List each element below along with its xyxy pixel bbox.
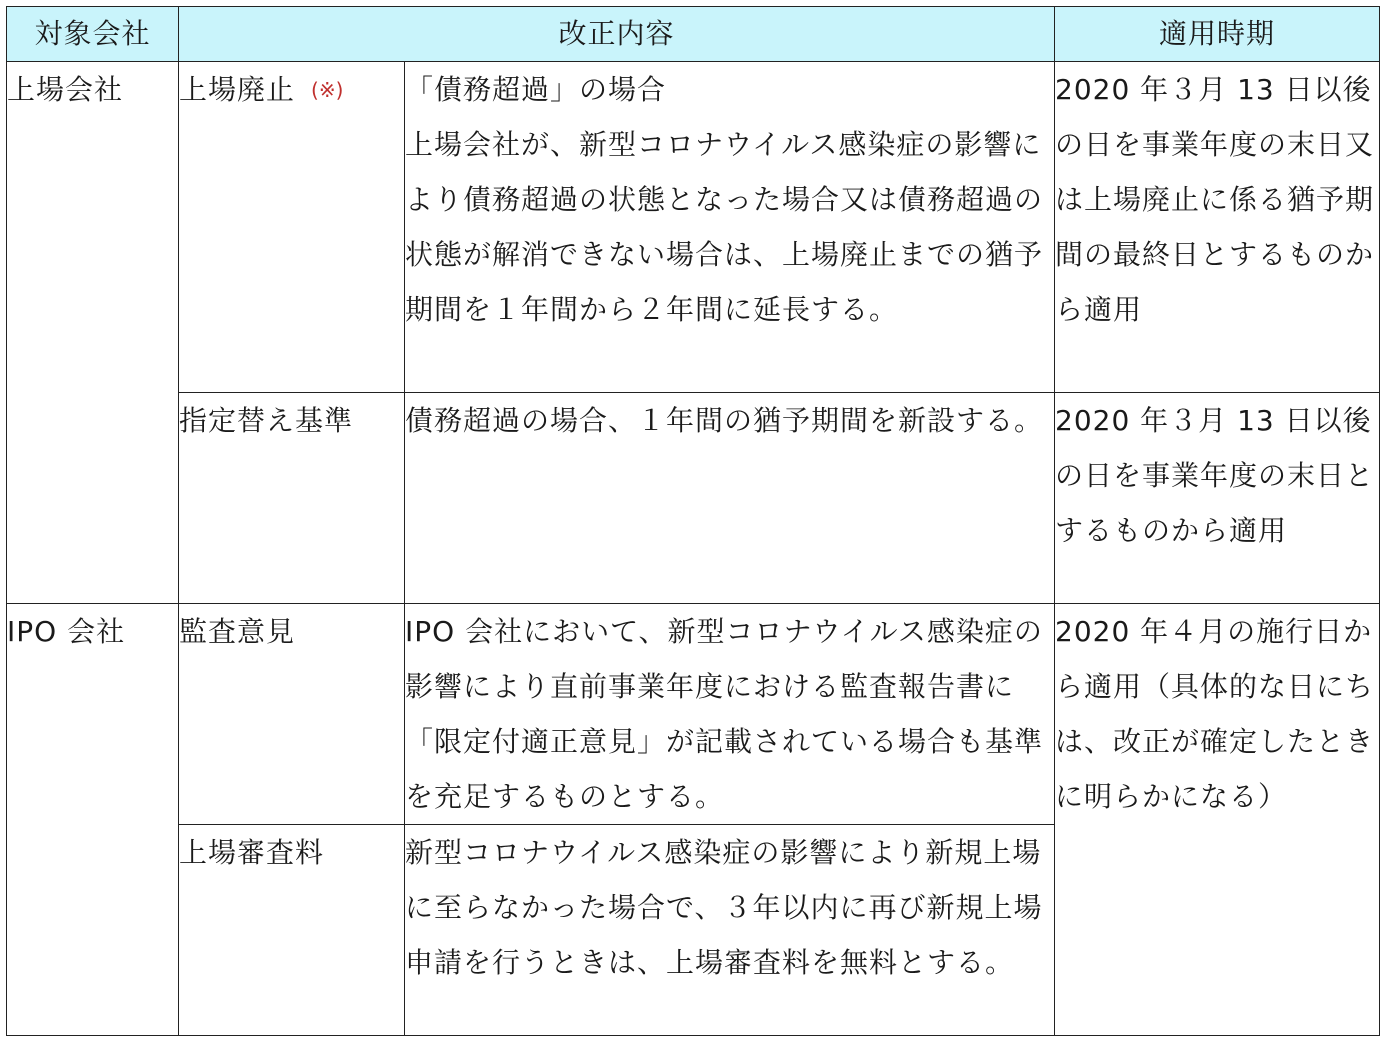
item-cell (179, 604, 405, 825)
company-label: IPO 会社 (7, 615, 126, 648)
timing-cell (1055, 604, 1380, 1036)
item-cell (179, 825, 405, 1036)
company-label: 上場会社 (7, 73, 124, 106)
item-cell (179, 62, 405, 393)
timing-cell (1055, 62, 1380, 393)
item-label: 上場廃止 (179, 73, 296, 106)
content-text: 新型コロナウイルス感染症の影響により新規上場に至らなかった場合で、３年以内に再び新規上場申請を行うときは、上場審査料を無料とする。 (405, 836, 1043, 979)
company-cell-listed (7, 62, 179, 604)
table-row (7, 393, 1380, 604)
item-label: 上場審査料 (179, 836, 325, 869)
header-target-company: 対象会社 (7, 7, 179, 62)
header-effective-period: 適用時期 (1055, 7, 1380, 62)
table-header-row (7, 7, 1380, 62)
content-cell (405, 604, 1055, 825)
content-text: 債務超過の場合、１年間の猶予期間を新設する。 (405, 404, 1044, 437)
table-row (7, 604, 1380, 825)
timing-text: 2020 年３月 13 日以後の日を事業年度の末日とするものから適用 (1055, 404, 1375, 547)
amendment-table (6, 6, 1380, 1036)
item-note: (※) (311, 78, 344, 102)
company-cell-ipo (7, 604, 179, 1036)
item-label: 監査意見 (179, 615, 296, 648)
table-row (7, 62, 1380, 393)
item-cell (179, 393, 405, 604)
header-amendment-content: 改正内容 (179, 7, 1055, 62)
content-text: IPO 会社において、新型コロナウイルス感染症の影響により直前事業年度における監査報告書に「限定付適正意見」が記載されている場合も基準を充足するものとする。 (405, 615, 1044, 813)
content-text: 「債務超過」の場合 上場会社が、新型コロナウイルス感染症の影響により債務超過の状態となった場合又は債務超過の状態が解消できない場合は、上場廃止までの猶予期間を１年間から２年間に延長する。 (405, 73, 1044, 326)
timing-text: 2020 年３月 13 日以後の日を事業年度の末日又は上場廃止に係る猶予期間の最終日とするものから適用 (1055, 73, 1375, 326)
timing-cell (1055, 393, 1380, 604)
content-cell (405, 393, 1055, 604)
content-cell (405, 62, 1055, 393)
timing-text: 2020 年４月の施行日から適用（具体的な日にちは、改正が確定したときに明らかになる） (1055, 615, 1375, 813)
content-cell (405, 825, 1055, 1036)
item-label: 指定替え基準 (179, 404, 354, 437)
